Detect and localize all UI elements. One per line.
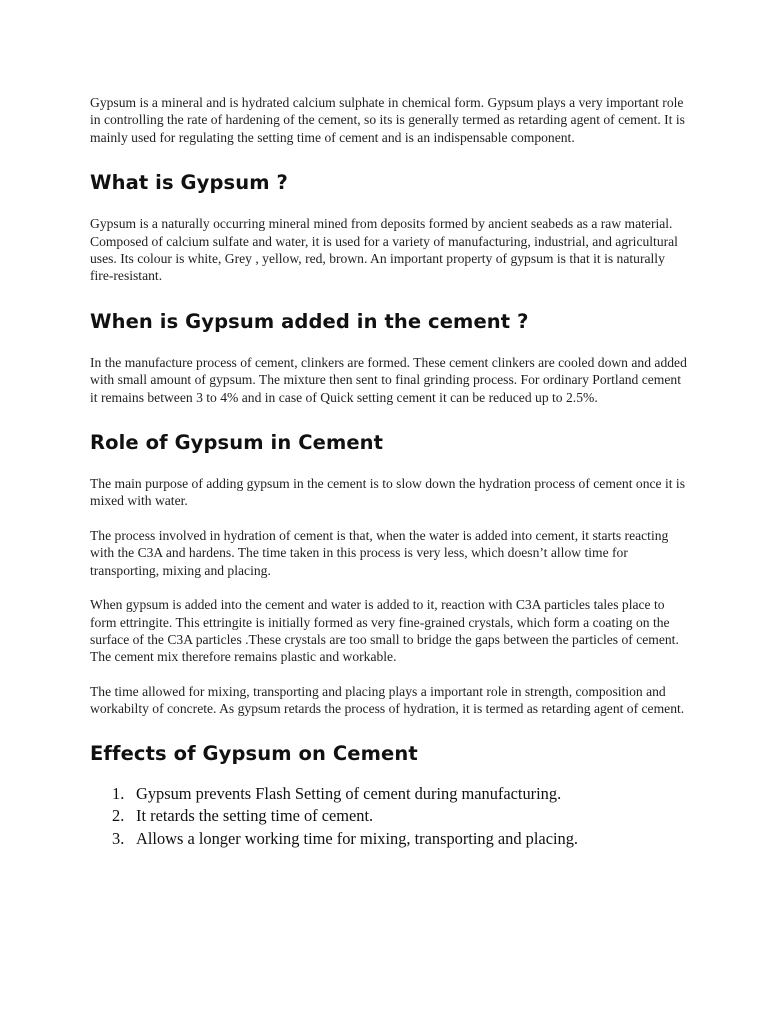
list-item-text: It retards the setting time of cement. (136, 806, 374, 826)
role-paragraph-4: The time allowed for mixing, transporting and placing plays a important role in strength, composition and workabilty of concrete. As gypsum retards the process of hydration, it is termed as retarding agent of cement. (90, 683, 685, 717)
list-item (90, 783, 690, 806)
effects-list (90, 783, 690, 851)
role-paragraph-1: The main purpose of adding gypsum in the cement is to slow down the hydration process of cement once it is mixed with water. (90, 476, 685, 509)
document-page (90, 94, 690, 850)
list-item-number: 1. (112, 783, 125, 803)
heading-when-added: When is Gypsum added in the cement ? (90, 309, 529, 333)
list-item (90, 828, 690, 851)
role-paragraph-2: The process involved in hydration of cement is that, when the water is added into cement, it starts reacting with the C3A and hardens. The time taken in this process is very less, which doesn’t allow time for transporting, mixing and placing. (90, 527, 669, 578)
heading-what-is-gypsum: What is Gypsum ? (90, 171, 288, 195)
role-paragraph-3: When gypsum is added into the cement and water is added to it, reaction with C3A particles tales place to form ettringite. This ettringite is initially formed as very fine-grained crystals, which form a coating on the surface of the C3A particles .These crystals are too small to bridge the gaps between the particles of cement. The cement mix therefore remains plastic and workable. (90, 597, 679, 665)
list-item-text: Allows a longer working time for mixing, transporting and placing. (136, 828, 579, 848)
list-item-number: 3. (112, 828, 125, 848)
list-item-number: 2. (112, 806, 125, 826)
list-item (90, 805, 690, 828)
what-is-gypsum-paragraph: Gypsum is a naturally occurring mineral mined from deposits formed by ancient seabeds as a raw material. Composed of calcium sulfate and water, it is used for a variety of manufacturing, industrial, and agricultural uses. Its colour is white, Grey , yellow, red, brown. An important property of gypsum is that it is naturally fire-resistant. (90, 216, 678, 284)
list-item-text: Gypsum prevents Flash Setting of cement during manufacturing. (136, 783, 562, 803)
intro-paragraph: Gypsum is a mineral and is hydrated calcium sulphate in chemical form. Gypsum plays a very important role in controlling the rate of hardening of the cement, so its is generally termed as retarding agent of cement. It is mainly used for regulating the setting time of cement and is an indispensable component. (90, 95, 685, 145)
when-added-paragraph: In the manufacture process of cement, clinkers are formed. These cement clinkers are cooled down and added with small amount of gypsum. The mixture then sent to final grinding process. For ordinary Portland cement it remains between 3 to 4% and in case of Quick setting cement it can be reduced up to 2.5%. (90, 354, 687, 405)
heading-role-of-gypsum: Role of Gypsum in Cement (90, 431, 384, 455)
heading-effects: Effects of Gypsum on Cement (90, 741, 418, 765)
